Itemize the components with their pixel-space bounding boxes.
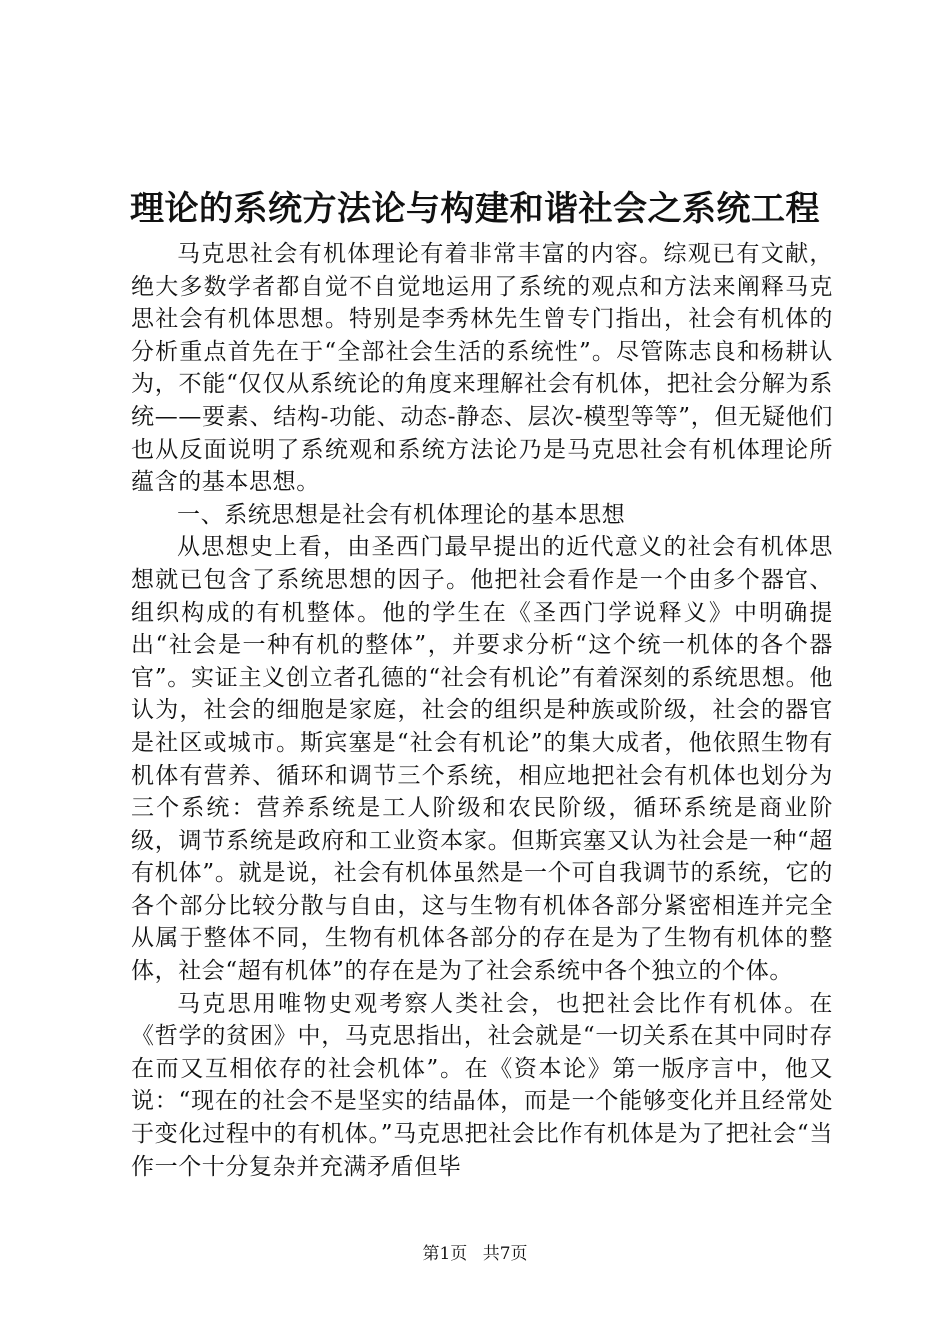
document-body [131,238,833,1183]
section-heading: 一、系统思想是社会有机体理论的基本思想 [177,501,626,528]
paragraph-intro: 马克思社会有机体理论有着非常丰富的内容。综观已有文献，绝大多数学者都自觉不自觉地运用了系统的观点和方法来阐释马克思社会有机体思想。特别是李秀林先生曾专门指出，社会有机体的分析重点首先在于“全部社会生活的系统性”。尽管陈志良和杨耕认为，不能“仅仅从系统论的角度来理解社会有机体，把社会分解为系统——要素、结构-功能、动态-静态、层次-模型等等”，但无疑他们也从反面说明了系统观和系统方法论乃是马克思社会有机体理论所蕴含的基本思想。 [131,241,833,496]
paragraph-history: 从思想史上看，由圣西门最早提出的近代意义的社会有机体思想就已包含了系统思想的因子。他把社会看作是一个由多个器官、组织构成的有机整体。他的学生在《圣西门学说释义》中明确提出“社会是一种有机的整体”，并要求分析“这个统一机体的各个器官”。实证主义创立者孔德的“社会有机论”有着深刻的系统思想。他认为，社会的细胞是家庭，社会的组织是种族或阶级，社会的器官是社区或城市。斯宾塞是“社会有机论”的集大成者，他依照生物有机体有营养、循环和调节三个系统，相应地把社会有机体也划分为三个系统：营养系统是工人阶级和农民阶级，循环系统是商业阶级，调节系统是政府和工业资本家。但斯宾塞又认为社会是一种“超有机体”。就是说，社会有机体虽然是一个可自我调节的系统，它的各个部分比较分散与自由，这与生物有机体各部分紧密相连并完全从属于整体不同，生物有机体各部分的存在是为了生物有机体的整体，社会“超有机体”的存在是为了社会系统中各个独立的个体。 [131,534,833,985]
page-number: 第1页 [422,1244,468,1264]
paragraph-marx: 马克思用唯物史观考察人类社会，也把社会比作有机体。在《哲学的贫困》中，马克思指出，社会就是“一切关系在其中同时存在而又互相依存的社会机体”。在《资本论》第一版序言中，他又说：“现在的社会不是坚实的结晶体，而是一个能够变化并且经常处于变化过程中的有机体。”马克思把社会比作有机体是为了把社会“当作一个十分复杂并充满矛盾但毕 [131,990,833,1180]
document-title: 理论的系统方法论与构建和谐社会之系统工程 [130,189,820,229]
page-total: 共7页 [482,1244,528,1264]
page-footer [0,1242,950,1266]
